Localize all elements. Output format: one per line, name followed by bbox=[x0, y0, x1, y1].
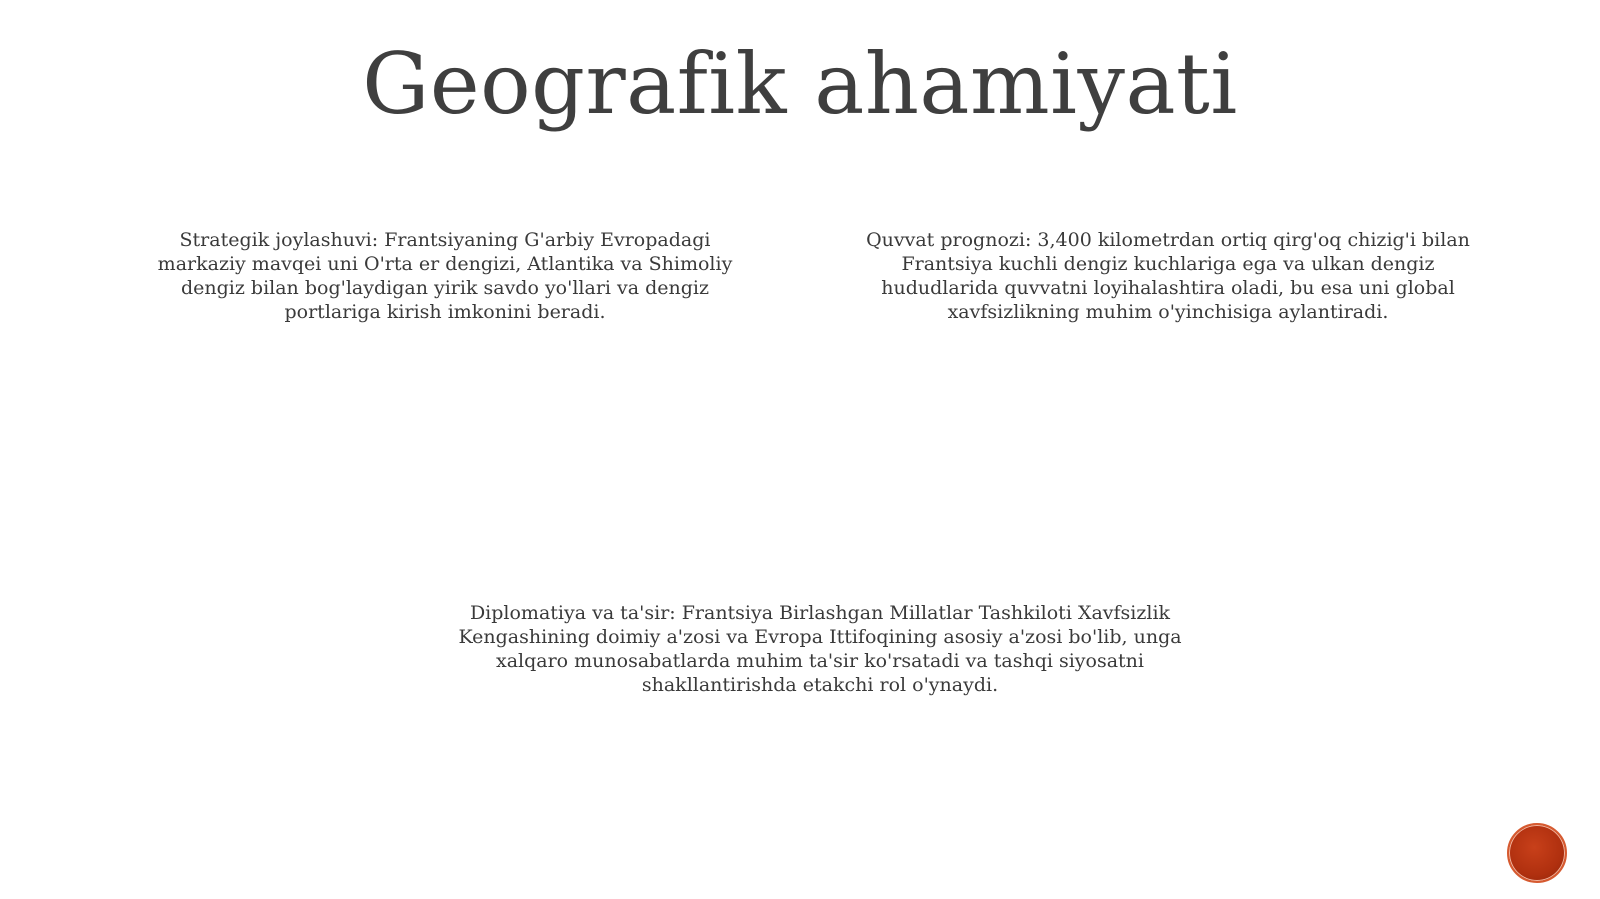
diplomacy-influence-text: Diplomatiya va ta'sir: Frantsiya Birlashgan Millatlar Tashkiloti Xavfsizlik Kengashining doimiy a'zosi va Evropa Ittifoqining asosiy a'zosi bo'lib, unga xalqaro munosabatlarda muhim ta'sir ko'rsatadi va tashqi siyosatni shakllantirishda etakchi rol o'ynaydi. bbox=[458, 602, 1182, 696]
power-projection-text: Quvvat prognozi: 3,400 kilometrdan ortiq qirg'oq chizig'i bilan Frantsiya kuchli dengiz kuchlariga ega va ulkan dengiz hududlarida quvvatni loyihalashtira oladi, bu esa uni global xavfsizlikning muhim o'yinchisiga aylantiradi. bbox=[866, 229, 1470, 323]
slide-title: Geografik ahamiyati bbox=[362, 35, 1238, 133]
strategic-location-text: Strategik joylashuvi: Frantsiyaning G'arbiy Evropadagi markaziy mavqei uni O'rta er dengizi, Atlantika va Shimoliy dengiz bilan bog'laydigan yirik savdo yo'llari va dengiz portlariga kirish imkonini beradi. bbox=[157, 229, 733, 323]
slide-navigation-button[interactable] bbox=[1507, 823, 1567, 883]
